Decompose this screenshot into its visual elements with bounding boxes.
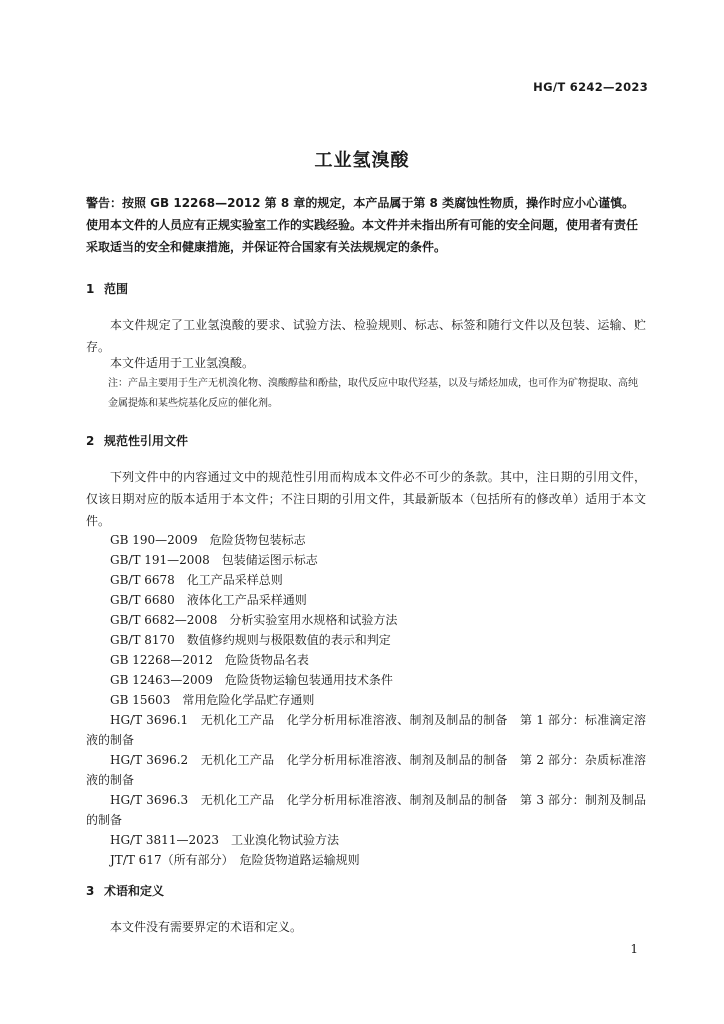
reference-item: GB/T 191—2008 包装储运图示标志: [110, 553, 318, 567]
reference-item: GB/T 6682—2008 分析实验室用水规格和试验方法: [110, 613, 398, 627]
section-1-heading: [86, 280, 128, 297]
section-title: 范围: [104, 282, 129, 296]
scope-note: 注：产品主要用于生产无机溴化物、溴酸醇盐和酚盐，取代反应中取代羟基，以及与烯烃加成，也可作为矿物提取、高纯金属提炼和某些烷基化反应的催化剂。: [108, 378, 638, 409]
reference-item: HG/T 3696.1 无机化工产品 化学分析用标准溶液、制剂及制品的制备 第 1 部分：标准滴定溶液的制备: [86, 713, 646, 747]
page-number: 1: [630, 942, 638, 956]
section-3-heading: [86, 882, 164, 899]
reference-item: HG/T 3696.2 无机化工产品 化学分析用标准溶液、制剂及制品的制备 第 2 部分：杂质标准溶液的制备: [86, 753, 646, 787]
reference-item: HG/T 3811—2023 工业溴化物试验方法: [110, 833, 339, 847]
reference-item: GB 12268—2012 危险货物品名表: [110, 653, 309, 667]
section-title: 术语和定义: [104, 884, 165, 898]
reference-item: GB/T 6680 液体化工产品采样通则: [110, 593, 307, 607]
section-number: 2: [86, 434, 95, 448]
section-number: 1: [86, 282, 95, 296]
scope-paragraph: 本文件规定了工业氢溴酸的要求、试验方法、检验规则、标志、标签和随行文件以及包装、运输、贮存。: [86, 318, 646, 354]
warning-text: 警告：按照 GB 12268—2012 第 8 章的规定，本产品属于第 8 类腐蚀性物质，操作时应小心谨慎。使用本文件的人员应有正规实验室工作的实践经验。本文件并未指出所有可能的安全问题，使用者有责任采取适当的安全和健康措施，并保证符合国家有关法规规定的条件。: [86, 196, 639, 254]
reference-item: HG/T 3696.3 无机化工产品 化学分析用标准溶液、制剂及制品的制备 第 3 部分：制剂及制品的制备: [86, 793, 646, 827]
reference-item: GB 15603 常用危险化学品贮存通则: [110, 693, 315, 707]
terms-paragraph: 本文件没有需要界定的术语和定义。: [110, 920, 303, 934]
standard-number: HG/T 6242—2023: [533, 80, 648, 94]
scope-applicability: 本文件适用于工业氢溴酸。: [110, 356, 255, 370]
section-number: 3: [86, 884, 95, 898]
reference-item: GB 12463—2009 危险货物运输包装通用技术条件: [110, 673, 393, 687]
reference-item: JT/T 617（所有部分） 危险货物道路运输规则: [110, 853, 360, 867]
section-title: 规范性引用文件: [104, 434, 189, 448]
reference-item: GB/T 6678 化工产品采样总则: [110, 573, 283, 587]
references-intro: 下列文件中的内容通过文中的规范性引用而构成本文件必不可少的条款。其中，注日期的引用文件，仅该日期对应的版本适用于本文件；不注日期的引用文件，其最新版本（包括所有的修改单）适用于本文件。: [86, 470, 646, 528]
section-2-heading: [86, 432, 188, 449]
document-title: 工业氢溴酸: [314, 150, 410, 171]
reference-item: GB/T 8170 数值修约规则与极限数值的表示和判定: [110, 633, 391, 647]
reference-item: GB 190—2009 危险货物包装标志: [110, 533, 306, 547]
